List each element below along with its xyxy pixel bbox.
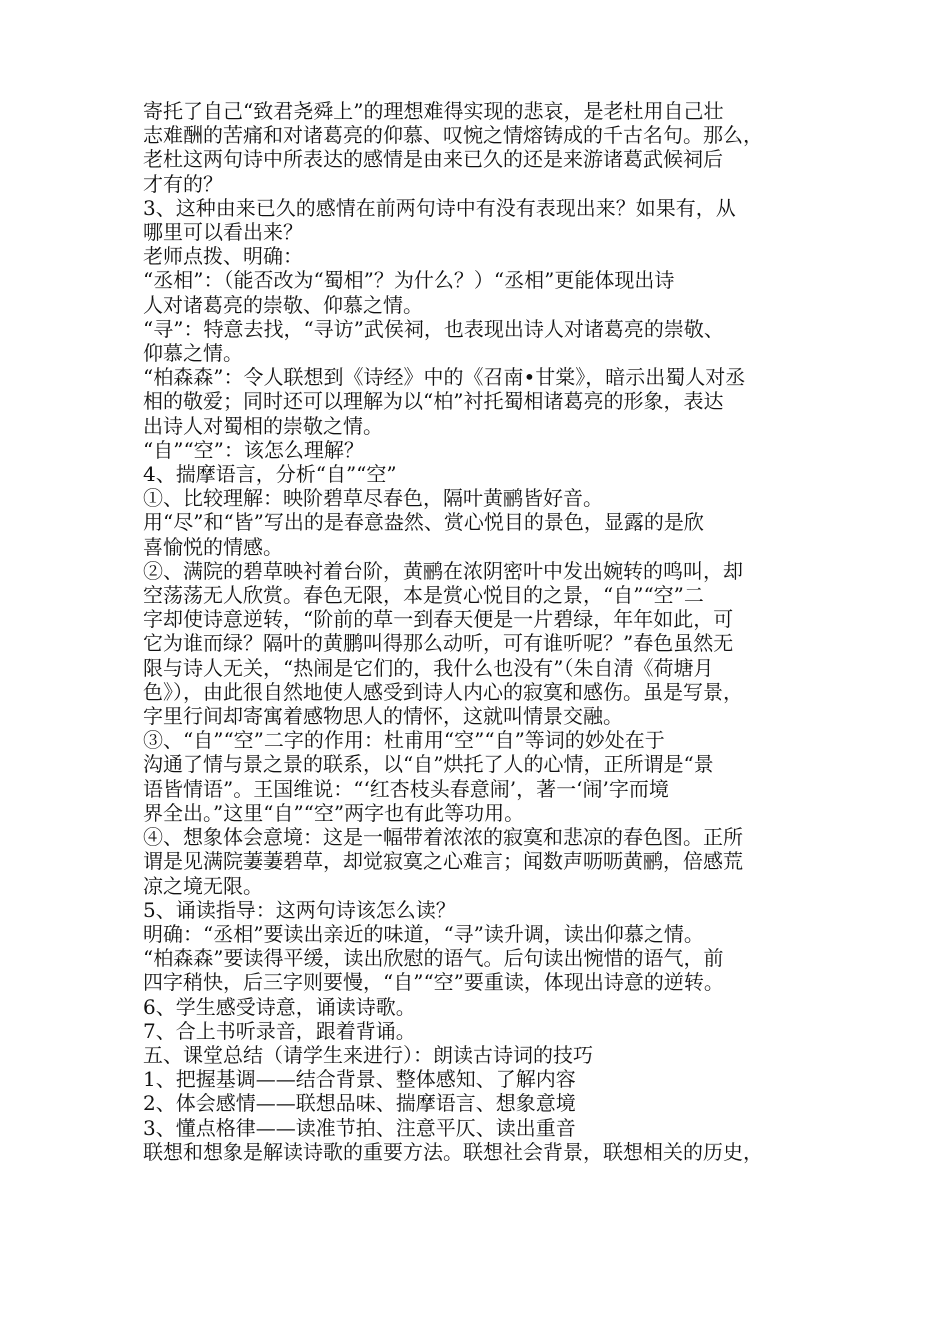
text-line: 五、课堂总结（请学生来进行）：朗读古诗词的技巧 (143, 1042, 593, 1067)
text-line: 字却使诗意逆转，“阶前的草一到春天便是一片碧绿，年年如此，可 (143, 607, 734, 632)
text-line: “柏森森”要读得平缓，读出欣慰的语气。后句读出惋惜的语气，前 (143, 946, 724, 971)
text-line: 哪里可以看出来？ (143, 220, 303, 245)
document-body (143, 99, 823, 1164)
text-line: “寻”：特意去找，“寻访”武侯祠，也表现出诗人对诸葛亮的崇敬、 (143, 316, 724, 341)
text-line: 3、懂点格律——读准节拍、注意平仄、读出重音 (143, 1115, 576, 1140)
text-line: “柏森森”：令人联想到《诗经》中的《召南•甘棠》，暗示出蜀人对丞 (143, 365, 746, 390)
text-line: 色》），由此很自然地使人感受到诗人内心的寂寞和感伤。虽是写景， (143, 679, 743, 704)
text-line: 四字稍快，后三字则要慢，“自”“空”要重读，体现出诗意的逆转。 (143, 970, 724, 995)
text-line: 人对诸葛亮的崇敬、仰慕之情。 (143, 292, 423, 317)
text-line: 2、体会感情——联想品味、揣摩语言、想象意境 (143, 1091, 576, 1116)
text-line: 老师点拨、明确： (143, 244, 303, 269)
text-line: 仰慕之情。 (143, 341, 243, 366)
text-line: 限与诗人无关，“热闹是它们的，我什么也没有”（朱自清《荷塘月 (143, 655, 714, 680)
text-line: 谓是见满院萋萋碧草，却觉寂寞之心难言；闻数声呖呖黄鹂，倍感荒 (143, 849, 743, 874)
text-line: 5、诵读指导：这两句诗该怎么读？ (143, 897, 456, 922)
text-line: 界全出。”这里“自”“空”两字也有此等功用。 (143, 800, 525, 825)
text-line: 1、把握基调——结合背景、整体感知、了解内容 (143, 1067, 576, 1092)
text-line: 7、合上书听录音，跟着背诵。 (143, 1018, 416, 1043)
text-line: 它为谁而绿？隔叶的黄鹏叫得那么动听，可有谁听呢？”春色虽然无 (143, 631, 734, 656)
text-line: ④、想象体会意境：这是一幅带着浓浓的寂寞和悲凉的春色图。正所 (143, 825, 743, 850)
text-line: 喜愉悦的情感。 (143, 534, 283, 559)
text-line: 6、学生感受诗意，诵读诗歌。 (143, 994, 416, 1019)
text-line: 字里行间却寄寓着感物思人的情怀，这就叫情景交融。 (143, 704, 623, 729)
text-line: ②、满院的碧草映衬着台阶，黄鹂在浓阴密叶中发出婉转的鸣叫，却 (143, 558, 743, 583)
text-line: 相的敬爱；同时还可以理解为以“柏”衬托蜀相诸葛亮的形象，表达 (143, 389, 724, 414)
text-line: 用“尽”和“皆”写出的是春意盎然、赏心悦目的景色，显露的是欣 (143, 510, 704, 535)
text-line: 才有的？ (143, 171, 223, 196)
text-line: 语皆情语”。王国维说：“‘红杏枝头春意闹’，著一‘闹’字而境 (143, 776, 669, 801)
text-line: “自”“空”：该怎么理解？ (143, 437, 364, 462)
text-line: 出诗人对蜀相的崇敬之情。 (143, 413, 383, 438)
text-line: 志难酬的苦痛和对诸葛亮的仰慕、叹惋之情熔铸成的千古名句。那么， (143, 123, 763, 148)
text-line: 寄托了自己“致君尧舜上”的理想难得实现的悲哀，是老杜用自己壮 (143, 99, 724, 123)
text-line: 明确：“丞相”要读出亲近的味道，“寻”读升调，读出仰慕之情。 (143, 921, 704, 946)
text-line: ①、比较理解：映阶碧草尽春色，隔叶黄鹂皆好音。 (143, 486, 603, 511)
text-line: 沟通了情与景之景的联系，以“自”烘托了人的心情，正所谓是“景 (143, 752, 714, 777)
text-line: 老杜这两句诗中所表达的感情是由来已久的还是来游诸葛武候祠后 (143, 147, 723, 172)
text-line: 3、这种由来已久的感情在前两句诗中有没有表现出来？如果有，从 (143, 195, 736, 220)
text-line: 4、揣摩语言，分析“自”“空” (143, 462, 397, 487)
text-line: 空荡荡无人欣赏。春色无限，本是赏心悦目的之景，“自”“空”二 (143, 583, 704, 608)
text-line: “丞相”：（能否改为“蜀相”？为什么？）“丞相”更能体现出诗 (143, 268, 675, 293)
text-line: ③、“自”“空”二字的作用：杜甫用“空”“自”等词的妙处在于 (143, 728, 665, 753)
text-line: 凉之境无限。 (143, 873, 263, 898)
text-line: 联想和想象是解读诗歌的重要方法。联想社会背景，联想相关的历史， (143, 1139, 763, 1164)
